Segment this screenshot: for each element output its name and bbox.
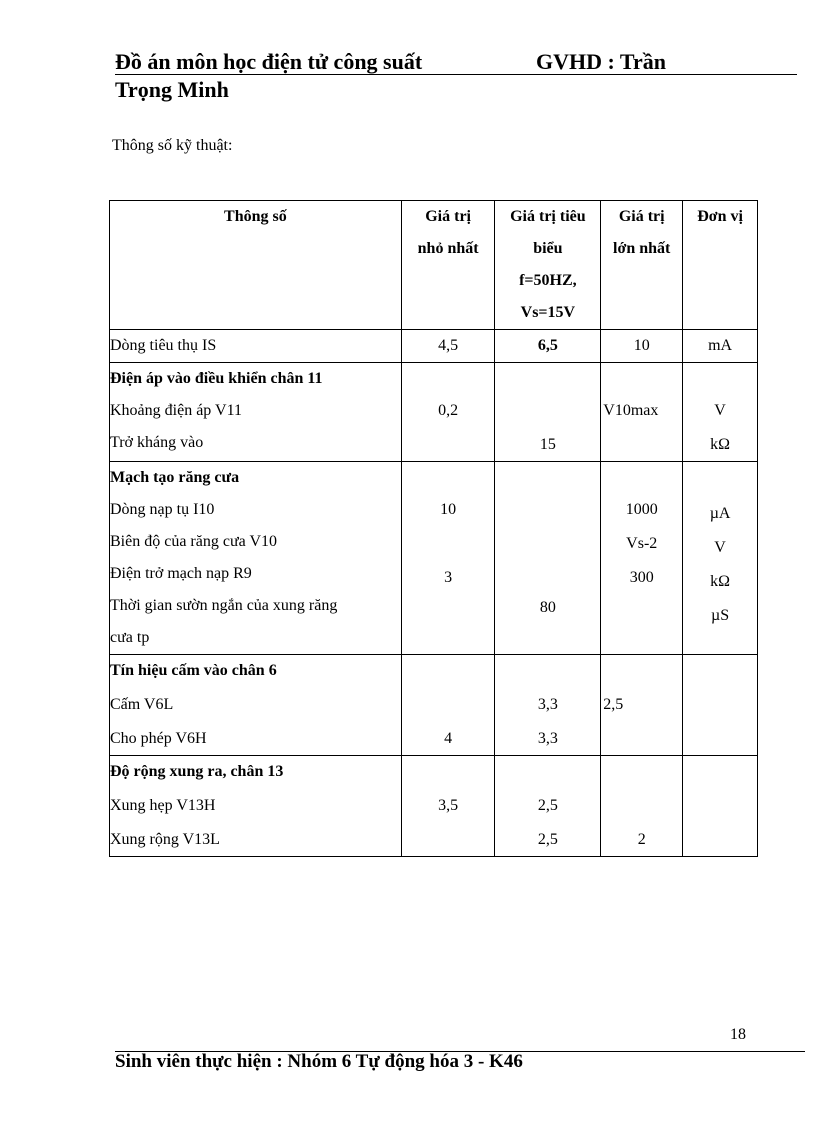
cell-typ: 15: [539, 436, 556, 453]
cell-unit: kΩ: [710, 573, 731, 590]
table-row: [110, 655, 758, 756]
cell-max: Vs-2: [626, 535, 658, 552]
page-footer: Sinh viên thực hiện : Nhóm 6 Tự động hóa 3 - K46: [115, 1051, 523, 1072]
cell-unit: µA: [709, 505, 731, 522]
row-label: Xung rộng V13L: [110, 831, 220, 848]
cell-unit: µS: [711, 607, 730, 624]
row-label: Xung hẹp V13H: [110, 797, 216, 814]
header-param: Thông số: [110, 201, 402, 330]
row-label: Dòng nạp tụ I10: [110, 501, 215, 518]
course-title: Đồ án môn học điện tử công suất: [115, 49, 423, 74]
header-rule: [115, 74, 797, 75]
group-title: Độ rộng xung ra, chân 13: [110, 763, 284, 780]
cell-min: 10: [440, 501, 457, 518]
group-title: Mạch tạo răng cưa: [110, 469, 240, 486]
cell-typ: 3,3: [537, 730, 558, 747]
cell-min: 3,5: [438, 797, 459, 814]
cell-max: 300: [629, 569, 654, 586]
cell-typ: 2,5: [537, 797, 558, 814]
row-label: Khoảng điện áp V11: [110, 402, 242, 419]
cell-min: 3: [444, 569, 453, 586]
cell-typ: 2,5: [537, 831, 558, 848]
header-unit: Đơn vị: [683, 201, 758, 330]
row-label: cưa tp: [110, 629, 150, 646]
cell-max: 2,5: [603, 696, 624, 713]
supervisor-name: Trọng Minh: [115, 77, 229, 102]
header-max: Giá trị lớn nhất: [601, 201, 683, 330]
cell-min: 4,5: [438, 337, 459, 354]
row-label: Cho phép V6H: [110, 730, 207, 747]
supervisor-label: GVHD : Trần: [536, 49, 666, 74]
table-row: [110, 756, 758, 857]
table-row: [110, 462, 758, 655]
row-label: Biên độ của răng cưa V10: [110, 533, 277, 550]
cell-min: 4: [444, 730, 453, 747]
cell-max: 1000: [625, 501, 658, 518]
row-label: Trở kháng vào: [110, 434, 204, 451]
table-row: [110, 330, 758, 363]
row-label: Dòng tiêu thụ IS: [110, 337, 217, 354]
cell-max: V10max: [603, 402, 659, 419]
spec-table: [109, 200, 758, 857]
group-title: Tín hiệu cấm vào chân 6: [110, 662, 277, 679]
header-typ: Giá trị tiêu biểu f=50HZ, Vs=15V: [495, 201, 601, 330]
cell-typ: 3,3: [537, 696, 558, 713]
row-label: Cấm V6L: [110, 696, 174, 713]
cell-max: 2: [637, 831, 646, 848]
cell-unit: kΩ: [710, 436, 731, 453]
cell-unit: V: [714, 539, 726, 556]
cell-max: 10: [633, 337, 650, 354]
header-min: Giá trị nhỏ nhất: [401, 201, 495, 330]
row-label: Điện trở mạch nạp R9: [110, 565, 252, 582]
cell-typ: 6,5: [537, 337, 558, 354]
page-header: [115, 48, 805, 102]
intro-text: Thông số kỹ thuật:: [112, 137, 233, 154]
cell-typ: 80: [539, 599, 556, 616]
cell-unit: V: [714, 402, 726, 419]
table-header-row: [110, 201, 758, 330]
cell-min: 0,2: [438, 402, 459, 419]
table-row: [110, 363, 758, 462]
row-label: Thời gian sườn ngắn của xung răng: [110, 597, 338, 614]
group-title: Điện áp vào điều khiển chân 11: [110, 370, 323, 387]
cell-unit: mA: [708, 337, 733, 354]
page-number: 18: [730, 1026, 746, 1043]
